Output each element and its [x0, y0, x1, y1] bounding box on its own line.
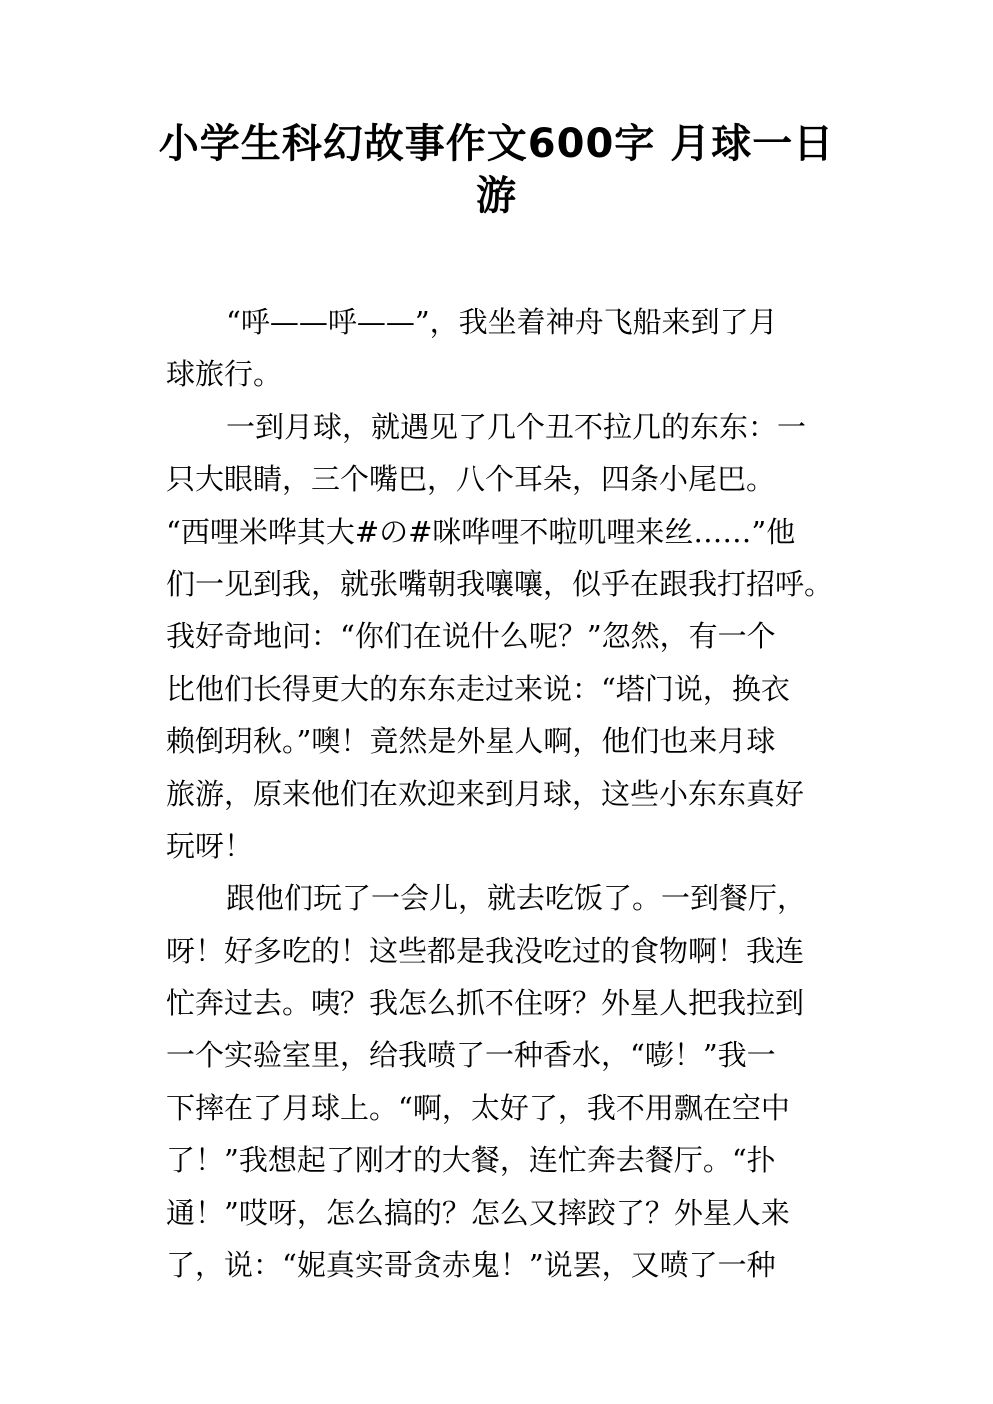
text-line: 旅游，原来他们在欢迎来到月球，这些小东东真好 — [166, 776, 805, 811]
text-line: 玩呀！ — [166, 828, 254, 863]
text-line: 一个实验室里，给我喷了一种香水，“嘭！”我一 — [166, 1038, 776, 1073]
text-line: 只大眼睛，三个嘴巴，八个耳朵，四条小尾巴。 — [166, 462, 776, 497]
text-line: 跟他们玩了一会儿，就去吃饭了。一到餐厅， — [226, 881, 807, 916]
text-line: 赖倒玥秋。”噢！竟然是外星人啊，他们也来月球 — [166, 724, 776, 759]
text-line: 通！”哎呀，怎么搞的？怎么又摔跤了？外星人来 — [166, 1195, 790, 1230]
text-line: 球旅行。 — [166, 357, 283, 392]
body-text — [166, 296, 866, 1291]
title-line-2: 游 — [476, 173, 517, 219]
text-line: 了，说：“妮真实哥贪赤鬼！”说罢，又喷了一种 — [166, 1248, 776, 1283]
text-line: 了！”我想起了刚才的大餐，连忙奔去餐厅。“扑 — [166, 1143, 776, 1178]
text-line: 一到月球，就遇见了几个丑不拉几的东东：一 — [226, 409, 807, 444]
text-line: 比他们长得更大的东东走过来说：“塔门说，换衣 — [166, 671, 790, 706]
text-line: “西哩米哗其大#の#咪哗哩不啦叽哩来丝……”他 — [166, 514, 796, 549]
text-line: 呀！好多吃的！这些都是我没吃过的食物啊！我连 — [166, 933, 805, 968]
text-line: 下摔在了月球上。“啊，太好了，我不用飘在空中 — [166, 1090, 790, 1125]
text-line: 们一见到我，就张嘴朝我嚷嚷，似乎在跟我打招呼。 — [166, 566, 834, 601]
text-line: 忙奔过去。咦？我怎么抓不住呀？外星人把我拉到 — [166, 986, 805, 1021]
document-title — [120, 118, 873, 222]
text-line: “呼——呼——”，我坐着神舟飞船来到了月 — [226, 305, 778, 339]
title-line-1: 小学生科幻故事作文600字 月球一日 — [158, 121, 835, 167]
text-line: 我好奇地问：“你们在说什么呢？”忽然，有一个 — [166, 619, 776, 654]
